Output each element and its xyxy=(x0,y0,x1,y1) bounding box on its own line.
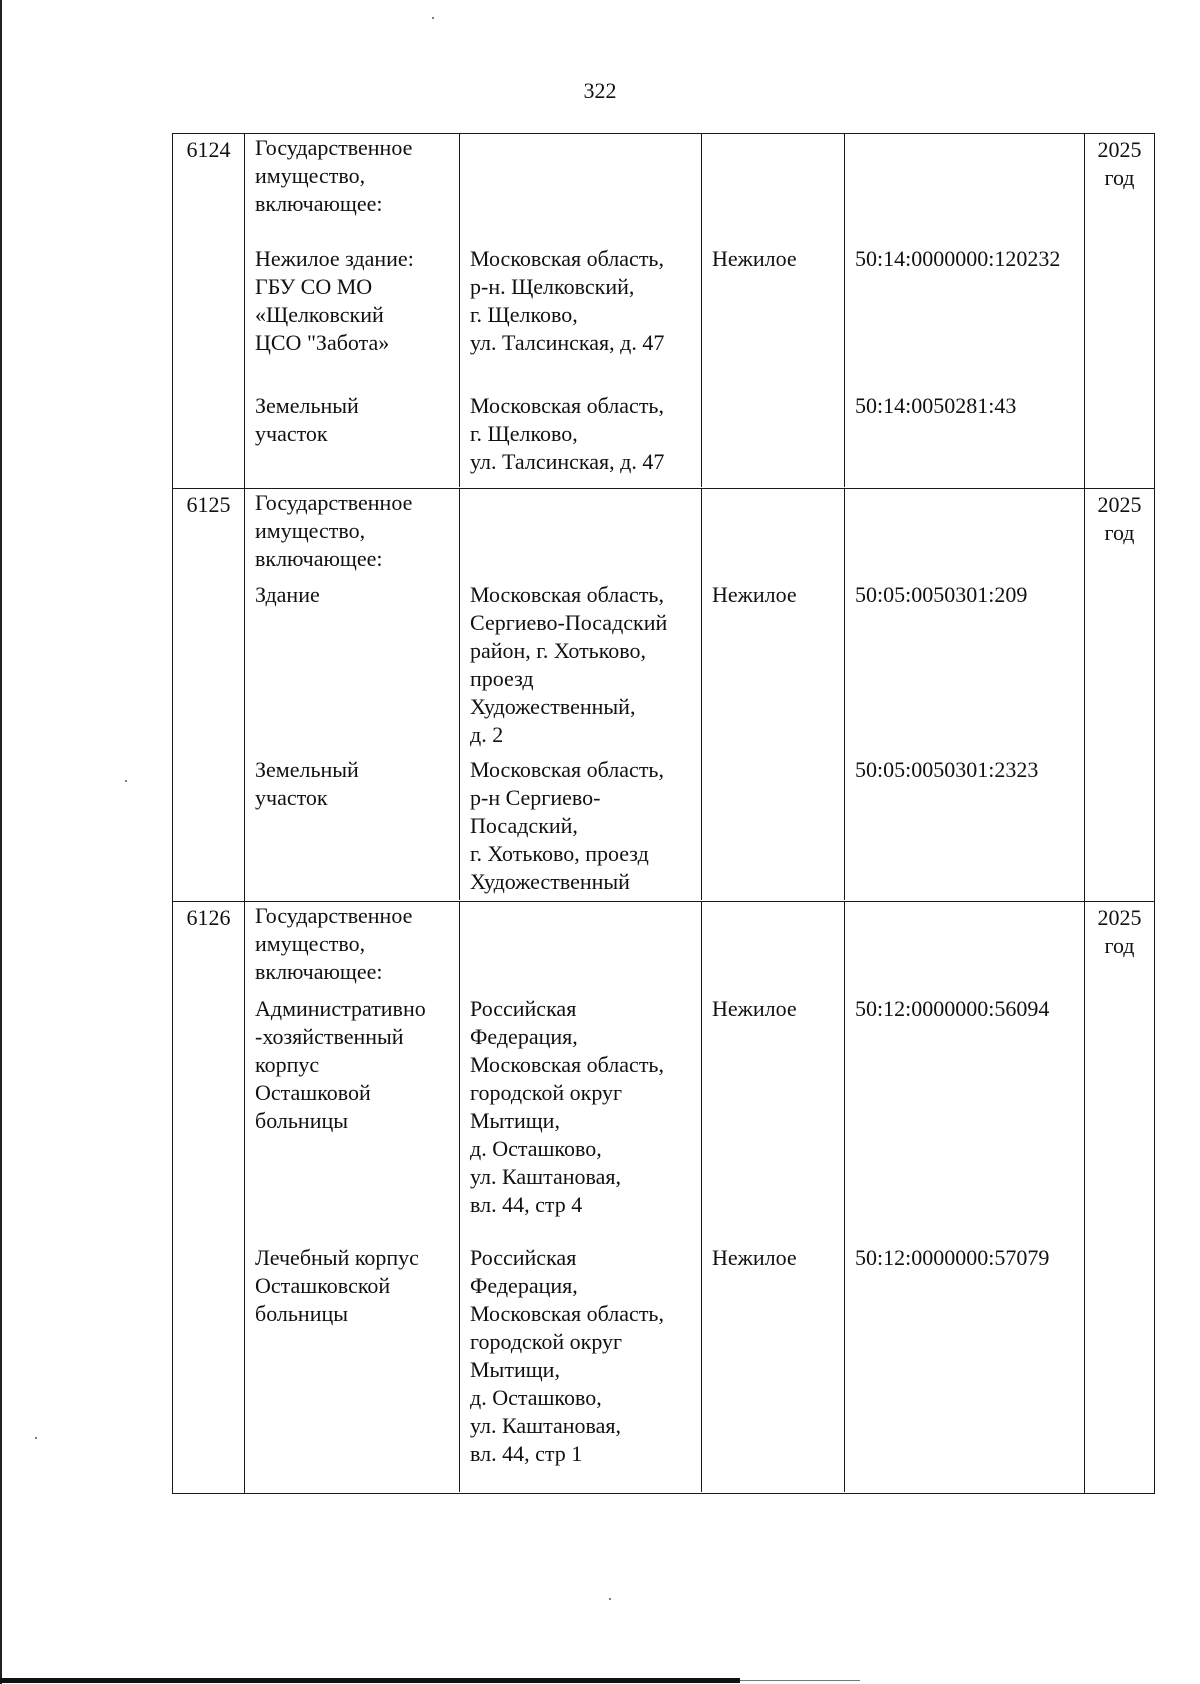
year-value: 2025 xyxy=(1097,137,1142,162)
year-cell xyxy=(1085,489,1155,902)
property-address: Московская область, Сергиево-Посадский район, г. Хотьково, проезд Художественный, д. 2 xyxy=(459,581,701,756)
property-name: Лечебный корпус Осташковской больницы xyxy=(255,1245,419,1326)
table-row xyxy=(173,134,1155,489)
row-number: 6124 xyxy=(173,134,245,489)
cadastral-number: 50:05:0050301:2323 xyxy=(844,756,1085,900)
property-address: Российская Федерация, Московская область, городской округ Мытищи, д. Осташково, ул. Каштановая, вл. 44, стр 4 xyxy=(459,995,701,1244)
scan-edge-bottom xyxy=(0,1678,740,1683)
property-item xyxy=(245,245,1084,392)
property-name: Нежилое здание: ГБУ СО МО «Щелковский ЦСО "Забота» xyxy=(255,246,414,355)
year-cell xyxy=(1085,134,1155,489)
scan-speck xyxy=(609,1598,611,1600)
cadastral-number: 50:05:0050301:209 xyxy=(844,581,1085,756)
property-item xyxy=(245,392,1084,487)
scan-speck xyxy=(35,1437,37,1439)
property-address: Российская Федерация, Московская область, городской округ Мытищи, д. Осташково, ул. Каштановая, вл. 44, стр 1 xyxy=(459,1244,701,1492)
table-row xyxy=(173,902,1155,1494)
property-type: Нежилое xyxy=(701,1244,844,1492)
property-registry-table xyxy=(172,133,1155,1494)
property-address: Московская область, р-н. Щелковский, г. Щелково, ул. Талсинская, д. 47 xyxy=(459,245,701,392)
table-row xyxy=(173,489,1155,902)
row-number: 6125 xyxy=(173,489,245,902)
cadastral-number: 50:12:0000000:57079 xyxy=(844,1244,1085,1492)
group-header-text: Государственное имущество, включающее: xyxy=(255,490,413,571)
property-type: Нежилое xyxy=(701,581,844,756)
property-address: Московская область, р-н Сергиево- Посадский, г. Хотьково, проезд Художественный xyxy=(459,756,701,900)
row-body xyxy=(245,134,1085,489)
year-cell xyxy=(1085,902,1155,1494)
page-number: 322 xyxy=(583,78,617,103)
property-name: Административно -хозяйственный корпус Осташковой больницы xyxy=(255,996,426,1133)
scan-speck xyxy=(125,780,127,782)
property-name: Здание xyxy=(255,582,320,607)
year-unit: год xyxy=(1104,933,1135,958)
group-header xyxy=(245,902,1084,995)
group-header xyxy=(245,489,1084,581)
property-type xyxy=(701,756,844,900)
property-type: Нежилое xyxy=(701,245,844,392)
scan-speck xyxy=(432,17,434,19)
property-type: Нежилое xyxy=(701,995,844,1244)
year-unit: год xyxy=(1104,520,1135,545)
group-header-text: Государственное имущество, включающее: xyxy=(255,135,413,216)
row-body xyxy=(245,902,1085,1494)
scan-edge-bottom-thin xyxy=(740,1680,860,1681)
group-header xyxy=(245,134,1084,245)
property-type xyxy=(701,392,844,487)
year-unit: год xyxy=(1104,165,1135,190)
scan-edge-left xyxy=(0,0,2,1684)
property-name: Земельный участок xyxy=(255,393,359,446)
property-address: Московская область, г. Щелково, ул. Талсинская, д. 47 xyxy=(459,392,701,487)
year-value: 2025 xyxy=(1097,492,1142,517)
cadastral-number: 50:12:0000000:56094 xyxy=(844,995,1085,1244)
cadastral-number: 50:14:0000000:120232 xyxy=(844,245,1085,392)
property-item xyxy=(245,995,1084,1244)
property-item xyxy=(245,1244,1084,1492)
row-number: 6126 xyxy=(173,902,245,1494)
property-name: Земельный участок xyxy=(255,757,359,810)
year-value: 2025 xyxy=(1097,905,1142,930)
property-item xyxy=(245,581,1084,756)
property-item xyxy=(245,756,1084,900)
cadastral-number: 50:14:0050281:43 xyxy=(844,392,1085,487)
row-body xyxy=(245,489,1085,902)
group-header-text: Государственное имущество, включающее: xyxy=(255,903,413,984)
